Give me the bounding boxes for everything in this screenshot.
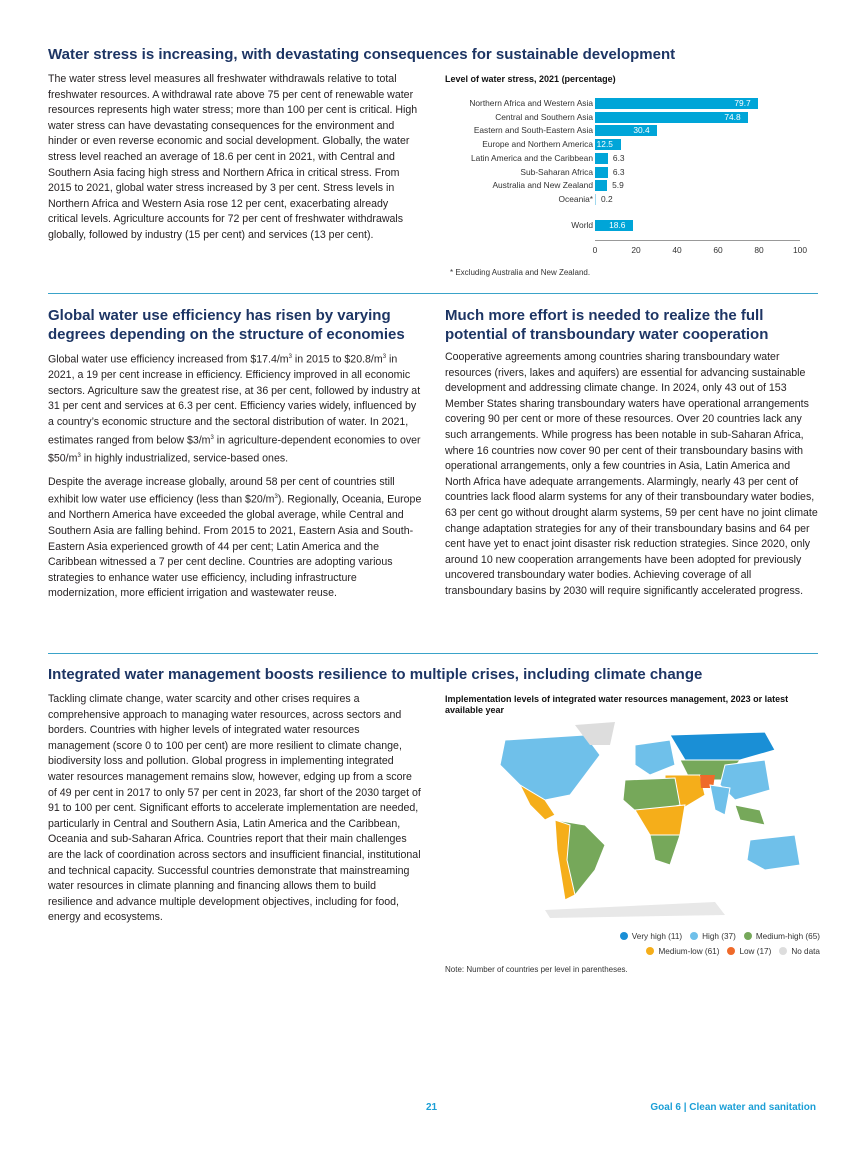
chart-row bbox=[445, 98, 825, 109]
map-title: Implementation levels of integrated water resources management, 2023 or latest available year bbox=[445, 694, 789, 715]
legend-label: Low (17) bbox=[739, 946, 772, 956]
bar-value-label: 79.7 bbox=[734, 98, 751, 108]
efficiency-paragraph-1: Global water use efficiency increased from $\$17.4/m^3$ in 2015 to $\$20.8/m^3$ in 2021, a 19 per cent increase in efficiency. Efficiency improved in all economic sectors. Agriculture saw the greatest rise, at 36 per cent, followed by industry at 31 per cent and services at 6.3 per cent. Efficiency varies widely, influenced by a country’s economic structure and the sectoral distribution of water. In 2021, estimates ranged from below $\$3/m^3$ in agriculture-dependent economies to over $\$50/m^3$ in highly industrialized, service-based ones. bbox=[48, 353, 421, 465]
chart-row bbox=[445, 153, 825, 164]
bar-value-label: 18.6 bbox=[609, 219, 626, 230]
section-heading-water-stress: Water stress is increasing, with devastating consequences for sustainable development bbox=[48, 46, 676, 63]
map-central-africa bbox=[635, 805, 685, 835]
bar-value-label: 6.3 bbox=[612, 166, 625, 177]
transboundary-text: Cooperative agreements among countries sharing transboundary water resources (rivers, lakes and aquifers) are essential for advancing sustainable development and addressing climate change. In 2024, only 43 out of 153 Member States sharing transboundary waters have operational arrangements covering 90 per cent or more of these resources. Over 20 countries lack any such arrangements. While progress has been notable in sub-Saharan Africa, where 16 countries now cover 90 per cent of their transboundary basins with operational arrangements, only a few countries in Asia, Latin America and North Africa have adequate arrangements. Alarmingly, nearly 43 per cent of countries lack flood alarm systems for any of their transboundary water bodies, 63 per cent go without drought alarm systems, 59 per cent have no joint climate change adaptation strategies for any of their transboundary basins and 64 per cent have yet to enact joint disaster risk reduction strategies. Since 2020, only around 10 new cooperation arrangements have been adopted for previously uncovered transboundary water bodies. Achieving coverage of all transboundary basins by 2030 will require significantly accelerated progress. bbox=[445, 351, 818, 597]
category-label: Central and Southern Asia bbox=[495, 111, 593, 122]
section-heading-transboundary: Much more effort is needed to realize the full potential of transboundary water cooperation bbox=[445, 307, 769, 343]
map-legend bbox=[445, 942, 820, 960]
map-india bbox=[710, 785, 730, 815]
legend-label: Medium-low (61) bbox=[658, 946, 720, 956]
legend-item bbox=[690, 932, 736, 941]
x-tick-label: 0 bbox=[592, 245, 598, 255]
map-antarctica bbox=[545, 902, 725, 918]
chart-row bbox=[445, 220, 825, 231]
category-label: World bbox=[571, 219, 593, 230]
chart-row bbox=[445, 180, 825, 191]
chart-row bbox=[445, 167, 825, 178]
x-tick-label: 80 bbox=[754, 245, 764, 255]
category-label: Eastern and South-Eastern Asia bbox=[473, 125, 593, 136]
legend-swatch-icon bbox=[620, 932, 628, 940]
bar-value-label: 74.8 bbox=[724, 111, 741, 122]
chart-title: Level of water stress, 2021 (percentage) bbox=[445, 74, 616, 84]
map-australia bbox=[747, 835, 800, 870]
section-heading-efficiency: Global water use efficiency has risen by varying degrees depending on the structure of economies bbox=[48, 307, 405, 343]
legend-swatch-icon bbox=[690, 932, 698, 940]
bar-value-label: 0.2 bbox=[601, 193, 613, 204]
x-tick-label: 60 bbox=[713, 245, 723, 255]
water-stress-text: The water stress level measures all freshwater withdrawals relative to total freshwater resources. A withdrawal rate above 75 per cent of renewable water resources represents high water stress; more than 100 per cent is critical. High water stress can have devastating consequences for the environment and hinder or even reverse economic and social development. Globally, the water stress level reached an average of 18.6 per cent in 2021, with Central and Southern Asia facing high stress and Northern Africa in critical stress. From 2015 to 2021, global water stress increased by 3 per cent. Stress levels in Northern Africa and Western Asia rose 12 per cent, exacerbating already critical levels. Agriculture accounts for 72 per cent of freshwater withdrawals globally, followed by industry (15 per cent) and services (13 per cent). bbox=[48, 73, 418, 241]
map-southeast-asia bbox=[735, 805, 765, 825]
legend-item bbox=[646, 947, 719, 956]
category-label: Northern Africa and Western Asia bbox=[469, 98, 593, 108]
bar bbox=[595, 194, 596, 205]
category-label: Australia and New Zealand bbox=[492, 180, 593, 191]
page-number: 21 bbox=[426, 1102, 438, 1113]
legend-swatch-icon bbox=[744, 932, 752, 940]
legend-item bbox=[744, 932, 820, 941]
bar bbox=[595, 180, 607, 191]
x-tick-label: 40 bbox=[672, 245, 682, 255]
efficiency-paragraph-2: Despite the average increase globally, around 58 per cent of countries still exhibit low water use efficiency (less than $\$20/m^3$). Regionally, Oceania, Europe and Northern America have exceeded the global average, while Central and Southern Asia are falling behind. From 2015 to 2021, Eastern Asia and South-Eastern Asia experienced growth of 44 per cent; Latin America and the Caribbean witnessed a 7 per cent decline. Countries are adopting various strategies to enhance water use efficiency, including infrastructure modernization, more efficient irrigation and wastewater reuse. bbox=[48, 475, 422, 600]
x-tick-label: 20 bbox=[631, 245, 641, 255]
section-heading-iwrm: Integrated water management boosts resilience to multiple crises, including climate change bbox=[48, 666, 703, 683]
map-europe bbox=[635, 740, 675, 775]
category-label: Europe and Northern America bbox=[482, 139, 593, 150]
legend-label: High (37) bbox=[702, 931, 736, 941]
water-stress-chart bbox=[445, 74, 825, 284]
iwrm-text: Tackling climate change, water scarcity and other crises requires a comprehensive approach to managing water resources, across sectors and borders. Countries with higher levels of integrated water resources management (score 0 to 100 per cent) are more resilient to climate change, biodiversity loss and pollution. Global progress in implementing integrated water resources management remains slow, however, edging up from a score of 49 per cent in 2017 to only 57 per cent in 2023, far short of the 2030 target of 91 to 100 per cent. Significant efforts to accelerate implementation are needed, particularly in Central and Southern Asia, Latin America and the Caribbean, Oceania and sub-Saharan Africa. Countries report that their main challenges are the lack of coordination across sectors and insufficient financial, institutional and technical capacity. Successful countries demonstrate that mainstreaming water resources in climate planning and financing allows them to build resilience and advance multiple development objectives, including for food, energy and ecosystems. bbox=[48, 693, 421, 924]
chart-row bbox=[445, 194, 825, 205]
legend-item bbox=[727, 947, 771, 956]
chart-row bbox=[445, 112, 825, 123]
bar bbox=[595, 153, 608, 164]
bar bbox=[595, 167, 608, 178]
legend-swatch-icon bbox=[727, 947, 735, 955]
bar-value-label: 30.4 bbox=[633, 125, 650, 136]
bar-value-label: 6.3 bbox=[612, 152, 625, 163]
legend-label: Medium-high (65) bbox=[755, 931, 820, 941]
category-label: Sub-Saharan Africa bbox=[520, 166, 593, 177]
x-tick-label: 100 bbox=[793, 245, 807, 255]
legend-item bbox=[620, 932, 682, 941]
map-southern-africa bbox=[650, 835, 680, 865]
bar-value-label: 12.5 bbox=[596, 139, 613, 150]
legend-swatch-icon bbox=[646, 947, 654, 955]
map-north-america bbox=[500, 735, 600, 800]
footer-goal: Goal 6 | Clean water and sanitation bbox=[650, 1102, 816, 1113]
map-note: Note: Number of countries per level in parentheses. bbox=[445, 965, 628, 974]
legend-item bbox=[779, 947, 820, 956]
x-axis bbox=[595, 240, 800, 241]
legend-label: No data bbox=[791, 946, 820, 956]
divider bbox=[48, 293, 818, 294]
efficiency-text bbox=[48, 350, 423, 602]
category-label: Oceania* bbox=[558, 193, 593, 204]
world-map bbox=[475, 720, 820, 920]
legend-label: Very high (11) bbox=[631, 931, 683, 941]
legend-swatch-icon bbox=[779, 947, 787, 955]
category-label: Latin America and the Caribbean bbox=[471, 152, 593, 163]
chart-footnote: * Excluding Australia and New Zealand. bbox=[450, 268, 591, 277]
chart-row bbox=[445, 139, 825, 150]
chart-row bbox=[445, 125, 825, 136]
map-russia bbox=[670, 732, 775, 760]
divider bbox=[48, 653, 818, 654]
bar-value-label: 5.9 bbox=[612, 180, 624, 191]
